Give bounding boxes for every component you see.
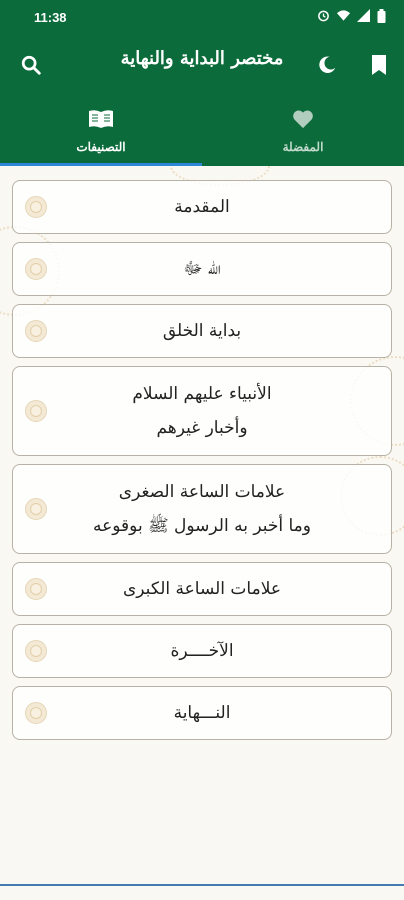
app-title: مختصر البداية والنهاية [120, 48, 284, 69]
circle-bullet-icon [25, 578, 47, 600]
battery-icon [377, 9, 386, 26]
circle-bullet-icon [25, 498, 47, 520]
alarm-icon [317, 9, 330, 25]
category-label: وما أخبر به الرسول ﷺ بوقوعه [93, 516, 311, 536]
circle-bullet-icon [25, 640, 47, 662]
category-item[interactable] [12, 562, 392, 616]
category-label: وأخبار غيرهم [156, 418, 248, 438]
tab-bar [0, 96, 404, 166]
status-bar [0, 0, 404, 34]
book-icon [88, 109, 114, 132]
category-label: الله ﷻ [183, 259, 221, 279]
heart-icon [292, 109, 314, 132]
category-item[interactable] [12, 304, 392, 358]
signal-icon [357, 9, 371, 25]
tab-favorites-label: المفضلة [282, 139, 324, 154]
status-icons [317, 9, 386, 26]
category-item[interactable] [12, 686, 392, 740]
category-list [12, 180, 392, 748]
status-time: 11:38 [34, 9, 67, 25]
category-label: الآخــــرة [170, 641, 234, 661]
category-label: بداية الخلق [162, 321, 242, 341]
categories-panel[interactable] [0, 166, 404, 900]
category-item[interactable] [12, 624, 392, 678]
circle-bullet-icon [25, 400, 47, 422]
category-label: المقدمة [174, 197, 230, 217]
tab-categories[interactable] [0, 96, 202, 166]
app-bar [0, 34, 404, 96]
bookmark-icon[interactable] [366, 52, 392, 78]
category-label: علامات الساعة الصغرى [118, 482, 286, 502]
search-icon[interactable] [18, 52, 44, 78]
circle-bullet-icon [25, 258, 47, 280]
category-item[interactable] [12, 366, 392, 456]
category-label: الأنبياء عليهم السلام [132, 384, 272, 404]
circle-bullet-icon [25, 196, 47, 218]
category-item[interactable] [12, 464, 392, 554]
category-label: علامات الساعة الكبرى [123, 579, 281, 599]
wifi-icon [336, 9, 351, 25]
category-label: النـــهاية [173, 703, 231, 723]
tab-favorites[interactable] [202, 96, 404, 166]
circle-bullet-icon [25, 320, 47, 342]
tab-categories-label: التصنيفات [76, 139, 126, 154]
navigation-gesture-bar[interactable] [0, 884, 404, 886]
moon-icon[interactable] [314, 52, 340, 78]
circle-bullet-icon [25, 702, 47, 724]
category-item[interactable] [12, 180, 392, 234]
category-item[interactable] [12, 242, 392, 296]
